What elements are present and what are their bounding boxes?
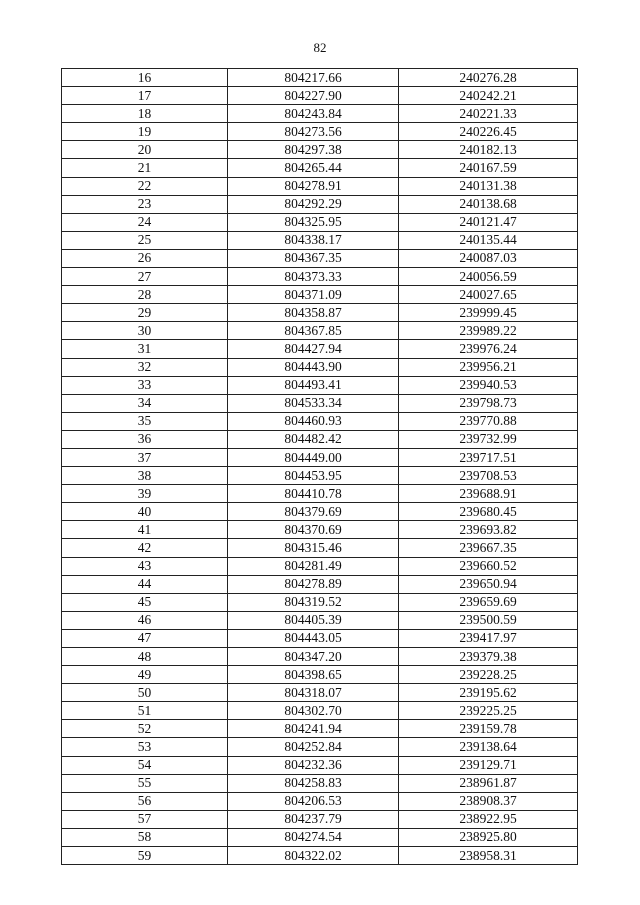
x-coordinate-cell: 804449.00 [228,448,399,466]
x-coordinate-cell: 804292.29 [228,195,399,213]
y-coordinate-cell: 239940.53 [399,376,578,394]
y-coordinate-cell: 240167.59 [399,159,578,177]
x-coordinate-cell: 804315.46 [228,539,399,557]
x-coordinate-cell: 804273.56 [228,123,399,141]
x-coordinate-cell: 804370.69 [228,521,399,539]
point-number-cell: 45 [62,593,228,611]
y-coordinate-cell: 239660.52 [399,557,578,575]
table-row [62,593,578,611]
table-row [62,503,578,521]
table-row [62,539,578,557]
x-coordinate-cell: 804278.91 [228,177,399,195]
point-number-cell: 42 [62,539,228,557]
x-coordinate-cell: 804278.89 [228,575,399,593]
x-coordinate-cell: 804319.52 [228,593,399,611]
point-number-cell: 35 [62,412,228,430]
point-number-cell: 52 [62,720,228,738]
y-coordinate-cell: 239659.69 [399,593,578,611]
point-number-cell: 28 [62,286,228,304]
y-coordinate-cell: 238908.37 [399,792,578,810]
x-coordinate-cell: 804358.87 [228,304,399,322]
y-coordinate-cell: 240221.33 [399,105,578,123]
table-row [62,666,578,684]
point-number-cell: 19 [62,123,228,141]
y-coordinate-cell: 239680.45 [399,503,578,521]
table-row [62,485,578,503]
point-number-cell: 46 [62,611,228,629]
x-coordinate-cell: 804265.44 [228,159,399,177]
point-number-cell: 44 [62,575,228,593]
table-row [62,177,578,195]
y-coordinate-cell: 239717.51 [399,448,578,466]
table-row [62,286,578,304]
point-number-cell: 49 [62,666,228,684]
x-coordinate-cell: 804302.70 [228,702,399,720]
y-coordinate-cell: 239138.64 [399,738,578,756]
table-row [62,340,578,358]
point-number-cell: 58 [62,828,228,846]
table-row [62,557,578,575]
point-number-cell: 17 [62,87,228,105]
point-number-cell: 34 [62,394,228,412]
y-coordinate-cell: 239667.35 [399,539,578,557]
point-number-cell: 57 [62,810,228,828]
x-coordinate-cell: 804227.90 [228,87,399,105]
table-row [62,69,578,87]
x-coordinate-cell: 804237.79 [228,810,399,828]
point-number-cell: 47 [62,629,228,647]
y-coordinate-cell: 239379.38 [399,648,578,666]
y-coordinate-cell: 240242.21 [399,87,578,105]
table-row [62,774,578,792]
point-number-cell: 30 [62,322,228,340]
point-number-cell: 50 [62,684,228,702]
table-row [62,376,578,394]
coordinates-table-body [62,69,578,865]
y-coordinate-cell: 240138.68 [399,195,578,213]
x-coordinate-cell: 804398.65 [228,666,399,684]
y-coordinate-cell: 240135.44 [399,231,578,249]
table-row [62,159,578,177]
point-number-cell: 48 [62,648,228,666]
x-coordinate-cell: 804258.83 [228,774,399,792]
x-coordinate-cell: 804533.34 [228,394,399,412]
table-row [62,358,578,376]
point-number-cell: 29 [62,304,228,322]
table-row [62,720,578,738]
table-row [62,684,578,702]
point-number-cell: 54 [62,756,228,774]
table-row [62,430,578,448]
x-coordinate-cell: 804241.94 [228,720,399,738]
y-coordinate-cell: 239956.21 [399,358,578,376]
x-coordinate-cell: 804460.93 [228,412,399,430]
table-row [62,467,578,485]
point-number-cell: 59 [62,847,228,865]
page-number: 82 [313,40,327,55]
table-row [62,792,578,810]
x-coordinate-cell: 804217.66 [228,69,399,87]
y-coordinate-cell: 239798.73 [399,394,578,412]
table-row [62,231,578,249]
y-coordinate-cell: 240087.03 [399,249,578,267]
y-coordinate-cell: 239989.22 [399,322,578,340]
x-coordinate-cell: 804379.69 [228,503,399,521]
table-row [62,702,578,720]
table-row [62,648,578,666]
x-coordinate-cell: 804322.02 [228,847,399,865]
y-coordinate-cell: 238961.87 [399,774,578,792]
x-coordinate-cell: 804427.94 [228,340,399,358]
y-coordinate-cell: 239500.59 [399,611,578,629]
point-number-cell: 55 [62,774,228,792]
x-coordinate-cell: 804371.09 [228,286,399,304]
x-coordinate-cell: 804347.20 [228,648,399,666]
table-row [62,394,578,412]
table-row [62,448,578,466]
point-number-cell: 53 [62,738,228,756]
table-row [62,213,578,231]
point-number-cell: 38 [62,467,228,485]
point-number-cell: 21 [62,159,228,177]
x-coordinate-cell: 804482.42 [228,430,399,448]
point-number-cell: 43 [62,557,228,575]
point-number-cell: 22 [62,177,228,195]
x-coordinate-cell: 804405.39 [228,611,399,629]
table-row [62,412,578,430]
point-number-cell: 20 [62,141,228,159]
y-coordinate-cell: 240131.38 [399,177,578,195]
x-coordinate-cell: 804453.95 [228,467,399,485]
table-row [62,521,578,539]
y-coordinate-cell: 239129.71 [399,756,578,774]
x-coordinate-cell: 804443.05 [228,629,399,647]
y-coordinate-cell: 239650.94 [399,575,578,593]
table-row [62,810,578,828]
y-coordinate-cell: 239225.25 [399,702,578,720]
table-row [62,105,578,123]
x-coordinate-cell: 804373.33 [228,268,399,286]
table-row [62,123,578,141]
y-coordinate-cell: 240276.28 [399,69,578,87]
x-coordinate-cell: 804318.07 [228,684,399,702]
point-number-cell: 25 [62,231,228,249]
y-coordinate-cell: 238958.31 [399,847,578,865]
x-coordinate-cell: 804338.17 [228,231,399,249]
x-coordinate-cell: 804367.85 [228,322,399,340]
x-coordinate-cell: 804325.95 [228,213,399,231]
x-coordinate-cell: 804232.36 [228,756,399,774]
table-row [62,738,578,756]
x-coordinate-cell: 804443.90 [228,358,399,376]
x-coordinate-cell: 804493.41 [228,376,399,394]
point-number-cell: 31 [62,340,228,358]
table-row [62,322,578,340]
table-row [62,575,578,593]
point-number-cell: 27 [62,268,228,286]
y-coordinate-cell: 240121.47 [399,213,578,231]
table-row [62,756,578,774]
point-number-cell: 41 [62,521,228,539]
table-row [62,847,578,865]
y-coordinate-cell: 239999.45 [399,304,578,322]
point-number-cell: 26 [62,249,228,267]
table-row [62,828,578,846]
y-coordinate-cell: 239688.91 [399,485,578,503]
point-number-cell: 39 [62,485,228,503]
point-number-cell: 37 [62,448,228,466]
y-coordinate-cell: 239976.24 [399,340,578,358]
x-coordinate-cell: 804243.84 [228,105,399,123]
table-row [62,87,578,105]
x-coordinate-cell: 804297.38 [228,141,399,159]
point-number-cell: 32 [62,358,228,376]
x-coordinate-cell: 804367.35 [228,249,399,267]
point-number-cell: 24 [62,213,228,231]
x-coordinate-cell: 804252.84 [228,738,399,756]
y-coordinate-cell: 239228.25 [399,666,578,684]
table-row [62,268,578,286]
y-coordinate-cell: 240226.45 [399,123,578,141]
coordinates-table [61,68,578,865]
y-coordinate-cell: 239417.97 [399,629,578,647]
table-row [62,195,578,213]
table-row [62,629,578,647]
table-row [62,611,578,629]
y-coordinate-cell: 239732.99 [399,430,578,448]
y-coordinate-cell: 240027.65 [399,286,578,304]
point-number-cell: 51 [62,702,228,720]
point-number-cell: 56 [62,792,228,810]
x-coordinate-cell: 804274.54 [228,828,399,846]
x-coordinate-cell: 804410.78 [228,485,399,503]
point-number-cell: 40 [62,503,228,521]
y-coordinate-cell: 239195.62 [399,684,578,702]
point-number-cell: 33 [62,376,228,394]
y-coordinate-cell: 238925.80 [399,828,578,846]
y-coordinate-cell: 239693.82 [399,521,578,539]
point-number-cell: 18 [62,105,228,123]
table-row [62,141,578,159]
y-coordinate-cell: 239770.88 [399,412,578,430]
x-coordinate-cell: 804281.49 [228,557,399,575]
x-coordinate-cell: 804206.53 [228,792,399,810]
y-coordinate-cell: 239708.53 [399,467,578,485]
point-number-cell: 16 [62,69,228,87]
y-coordinate-cell: 238922.95 [399,810,578,828]
table-row [62,249,578,267]
y-coordinate-cell: 239159.78 [399,720,578,738]
y-coordinate-cell: 240182.13 [399,141,578,159]
table-row [62,304,578,322]
point-number-cell: 23 [62,195,228,213]
y-coordinate-cell: 240056.59 [399,268,578,286]
point-number-cell: 36 [62,430,228,448]
